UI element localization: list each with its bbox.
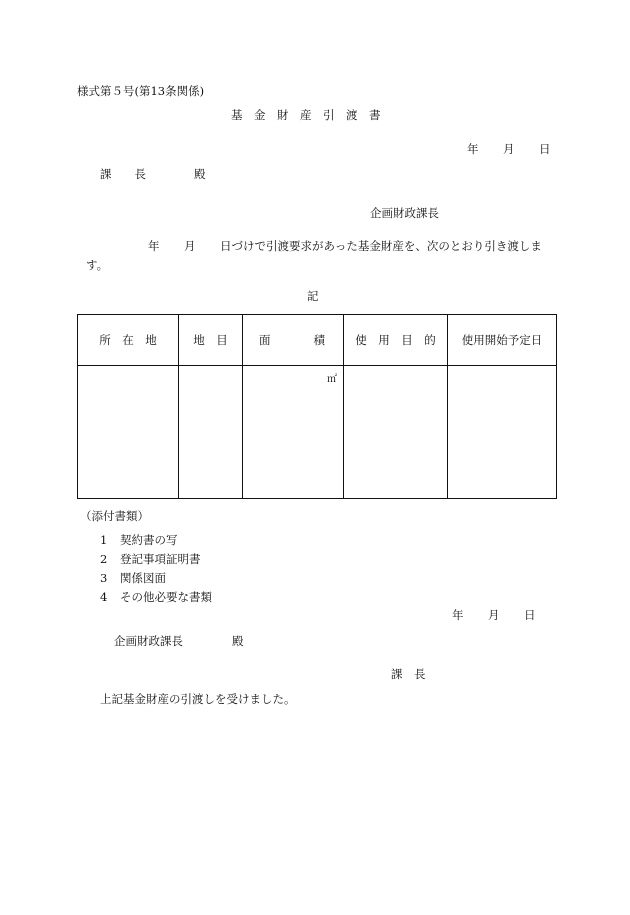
date-top-year: 年 bbox=[467, 142, 479, 156]
sender: 企画財政課長 bbox=[370, 206, 439, 220]
cell-location[interactable] bbox=[78, 366, 179, 499]
header-area bbox=[243, 315, 344, 366]
header-purpose: 使 用 目 的 bbox=[344, 315, 448, 366]
attachments-heading: （添付書類） bbox=[80, 509, 149, 523]
list-item: 1 契約書の写 bbox=[100, 533, 178, 547]
header-area-right: 積 bbox=[313, 333, 325, 347]
date-top-month: 月 bbox=[503, 142, 515, 156]
list-item: 4 その他必要な書類 bbox=[100, 590, 212, 604]
header-start-date: 使用開始予定日 bbox=[448, 315, 557, 366]
receipt-date-day: 日 bbox=[524, 608, 536, 622]
header-location: 所 在 地 bbox=[78, 315, 179, 366]
date-top-day: 日 bbox=[539, 142, 551, 156]
body-year: 年 bbox=[148, 239, 160, 253]
addressee-honorific: 殿 bbox=[194, 167, 206, 181]
addressee-title: 課 長 bbox=[100, 167, 146, 181]
document-title: 基 金 財 産 引 渡 書 bbox=[231, 108, 381, 122]
receipt-statement: 上記基金財産の引渡しを受けました。 bbox=[100, 692, 296, 706]
body-line1: 日づけで引渡要求があった基金財産を、次のとおり引き渡しま bbox=[220, 239, 542, 253]
ki-marker: 記 bbox=[307, 289, 319, 303]
property-table bbox=[77, 314, 557, 499]
table-row bbox=[78, 366, 557, 499]
cell-start-date[interactable] bbox=[448, 366, 557, 499]
cell-area[interactable] bbox=[243, 366, 344, 499]
area-unit: ㎡ bbox=[327, 374, 337, 385]
cell-land-category[interactable] bbox=[179, 366, 243, 499]
receipt-addressee: 企画財政課長 bbox=[114, 634, 183, 648]
receipt-signer: 課 長 bbox=[391, 667, 426, 681]
header-area-left: 面 bbox=[259, 333, 271, 347]
receipt-date-year: 年 bbox=[452, 608, 464, 622]
list-item: 2 登記事項証明書 bbox=[100, 552, 201, 566]
body-line2: す。 bbox=[86, 258, 109, 272]
header-land-category: 地 目 bbox=[179, 315, 243, 366]
form-number: 様式第５号(第13条関係) bbox=[77, 84, 205, 98]
receipt-honorific: 殿 bbox=[232, 634, 244, 648]
list-item: 3 関係図面 bbox=[100, 571, 166, 585]
receipt-date-month: 月 bbox=[488, 608, 500, 622]
body-month: 月 bbox=[184, 239, 196, 253]
cell-purpose[interactable] bbox=[344, 366, 448, 499]
table-header-row bbox=[78, 315, 557, 366]
